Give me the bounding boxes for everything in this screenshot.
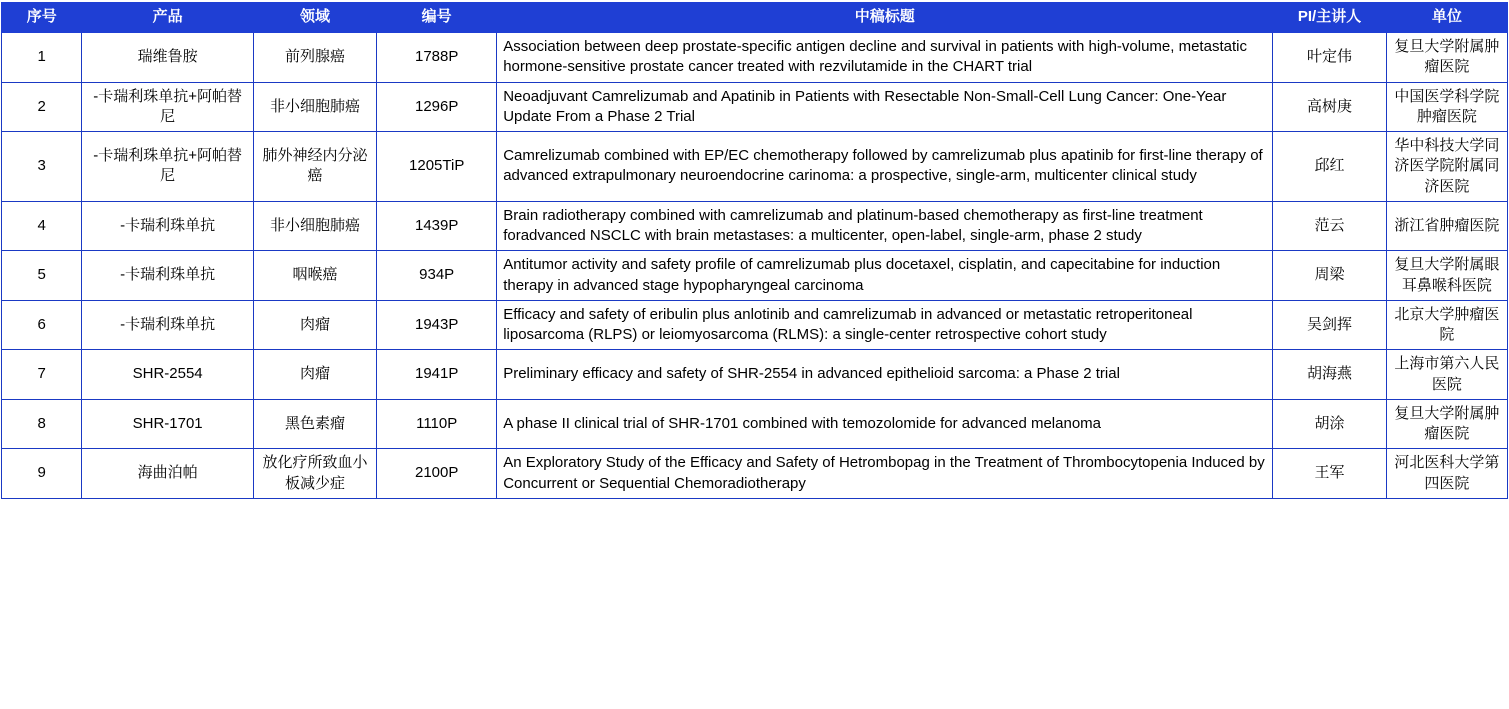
table-row — [2, 33, 1508, 83]
cell-pi: 胡涂 — [1273, 399, 1387, 449]
cell-title: Camrelizumab combined with EP/EC chemotherapy followed by camrelizumab plus apatinib for first-line therapy of advanced extrapulmonary neuroendocrine carinoma: a prospective, single-arm, multicenter clinical study — [497, 132, 1273, 202]
cell-index: 4 — [2, 201, 82, 251]
cell-title: Efficacy and safety of eribulin plus anlotinib and camrelizumab in advanced or metastatic retroperitoneal liposarcoma (RLPS) or leiomyosarcoma (RLMS): a single-center retrospective cohort study — [497, 300, 1273, 350]
cell-code: 1296P — [377, 82, 497, 132]
column-header-title: 中稿标题 — [497, 3, 1273, 33]
column-header-code: 编号 — [377, 3, 497, 33]
cell-product: -卡瑞利珠单抗 — [82, 201, 254, 251]
cell-product: SHR-1701 — [82, 399, 254, 449]
cell-field: 非小细胞肺癌 — [253, 201, 376, 251]
cell-title: Association between deep prostate-specific antigen decline and survival in patients with high-volume, metastatic hormone-sensitive prostate cancer treated with rezvilutamide in the CHART trial — [497, 33, 1273, 83]
column-header-pi: PI/主讲人 — [1273, 3, 1387, 33]
column-header-index: 序号 — [2, 3, 82, 33]
table-row — [2, 251, 1508, 301]
cell-organization: 复旦大学附属眼耳鼻喉科医院 — [1386, 251, 1507, 301]
cell-field: 肉瘤 — [253, 300, 376, 350]
table-row — [2, 300, 1508, 350]
cell-field: 非小细胞肺癌 — [253, 82, 376, 132]
cell-organization: 中国医学科学院肿瘤医院 — [1386, 82, 1507, 132]
cell-field: 黑色素瘤 — [253, 399, 376, 449]
cell-title: Antitumor activity and safety profile of camrelizumab plus docetaxel, cisplatin, and capecitabine for induction therapy in advanced stage hypopharyngeal carcinoma — [497, 251, 1273, 301]
table-row — [2, 449, 1508, 499]
cell-title: Brain radiotherapy combined with camrelizumab and platinum-based chemotherapy as first-line treatment foradvanced NSCLC with brain metastases: a multicenter, open-label, single-arm, phase 2 study — [497, 201, 1273, 251]
cell-product: -卡瑞利珠单抗 — [82, 251, 254, 301]
cell-index: 8 — [2, 399, 82, 449]
cell-index: 1 — [2, 33, 82, 83]
cell-organization: 北京大学肿瘤医院 — [1386, 300, 1507, 350]
cell-pi: 周梁 — [1273, 251, 1387, 301]
column-header-organization: 单位 — [1386, 3, 1507, 33]
cell-pi: 胡海燕 — [1273, 350, 1387, 400]
cell-product: SHR-2554 — [82, 350, 254, 400]
cell-organization: 复旦大学附属肿瘤医院 — [1386, 33, 1507, 83]
cell-index: 9 — [2, 449, 82, 499]
cell-pi: 吴剑挥 — [1273, 300, 1387, 350]
cell-pi: 高树庚 — [1273, 82, 1387, 132]
table-header-row — [2, 3, 1508, 33]
table-body — [2, 33, 1508, 499]
cell-product: 瑞维鲁胺 — [82, 33, 254, 83]
cell-pi: 邱红 — [1273, 132, 1387, 202]
cell-organization: 浙江省肿瘤医院 — [1386, 201, 1507, 251]
cell-title: Neoadjuvant Camrelizumab and Apatinib in Patients with Resectable Non-Small-Cell Lung Cancer: One-Year Update From a Phase 2 Trial — [497, 82, 1273, 132]
study-table-container — [0, 2, 1509, 499]
cell-code: 1941P — [377, 350, 497, 400]
column-header-product: 产品 — [82, 3, 254, 33]
cell-code: 1439P — [377, 201, 497, 251]
cell-index: 3 — [2, 132, 82, 202]
cell-title: A phase II clinical trial of SHR-1701 combined with temozolomide for advanced melanoma — [497, 399, 1273, 449]
cell-organization: 河北医科大学第四医院 — [1386, 449, 1507, 499]
cell-product: -卡瑞利珠单抗+阿帕替尼 — [82, 132, 254, 202]
cell-product: 海曲泊帕 — [82, 449, 254, 499]
table-row — [2, 132, 1508, 202]
table-row — [2, 201, 1508, 251]
cell-pi: 叶定伟 — [1273, 33, 1387, 83]
table-row — [2, 82, 1508, 132]
cell-title: Preliminary efficacy and safety of SHR-2554 in advanced epithelioid sarcoma: a Phase 2 trial — [497, 350, 1273, 400]
cell-code: 934P — [377, 251, 497, 301]
table-row — [2, 399, 1508, 449]
cell-organization: 上海市第六人民医院 — [1386, 350, 1507, 400]
cell-index: 2 — [2, 82, 82, 132]
cell-product: -卡瑞利珠单抗 — [82, 300, 254, 350]
cell-index: 6 — [2, 300, 82, 350]
cell-code: 1205TiP — [377, 132, 497, 202]
cell-code: 1943P — [377, 300, 497, 350]
table-row — [2, 350, 1508, 400]
column-header-field: 领域 — [253, 3, 376, 33]
cell-field: 肉瘤 — [253, 350, 376, 400]
cell-pi: 王军 — [1273, 449, 1387, 499]
cell-code: 1788P — [377, 33, 497, 83]
cell-field: 肺外神经内分泌癌 — [253, 132, 376, 202]
cell-field: 咽喉癌 — [253, 251, 376, 301]
cell-index: 5 — [2, 251, 82, 301]
cell-code: 1110P — [377, 399, 497, 449]
cell-field: 放化疗所致血小板减少症 — [253, 449, 376, 499]
study-table — [1, 2, 1508, 499]
cell-organization: 复旦大学附属肿瘤医院 — [1386, 399, 1507, 449]
cell-product: -卡瑞利珠单抗+阿帕替尼 — [82, 82, 254, 132]
cell-pi: 范云 — [1273, 201, 1387, 251]
cell-organization: 华中科技大学同济医学院附属同济医院 — [1386, 132, 1507, 202]
cell-index: 7 — [2, 350, 82, 400]
cell-code: 2100P — [377, 449, 497, 499]
cell-title: An Exploratory Study of the Efficacy and Safety of Hetrombopag in the Treatment of Thrombocytopenia Induced by Concurrent or Sequential Chemoradiotherapy — [497, 449, 1273, 499]
table-header — [2, 3, 1508, 33]
cell-field: 前列腺癌 — [253, 33, 376, 83]
